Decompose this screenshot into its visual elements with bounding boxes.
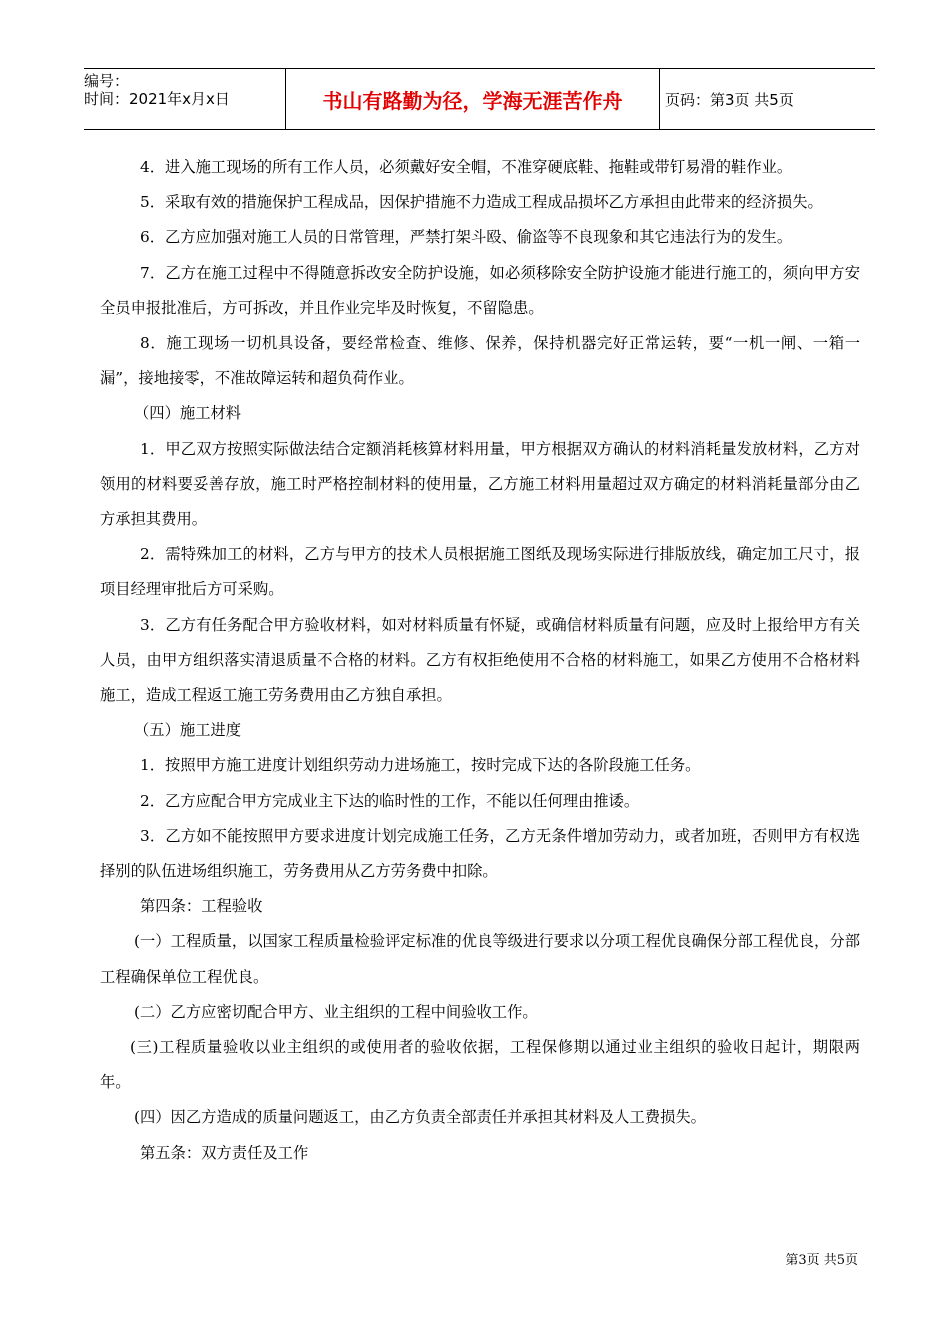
- paragraph: 1．按照甲方施工进度计划组织劳动力进场施工，按时完成下达的各阶段施工任务。: [140, 756, 701, 775]
- section-heading: （五）施工进度: [134, 721, 242, 740]
- document-body: [100, 150, 860, 1171]
- paragraph: 4．进入施工现场的所有工作人员，必须戴好安全帽，不准穿硬底鞋、拖鞋或带钉易滑的鞋作业。: [140, 158, 793, 176]
- document-date: 时间：2021年x月x日: [84, 90, 230, 108]
- paragraph: 7．乙方在施工过程中不得随意拆改安全防护设施，如必须移除安全防护设施才能进行施工的，须向甲方安全员申报批准后，方可拆改，并且作业完毕及时恢复，不留隐患。: [100, 263, 860, 317]
- paragraph: (四）因乙方造成的质量问题返工，由乙方负责全部责任并承担其材料及人工费损失。: [134, 1108, 706, 1127]
- paragraph: 2．需特殊加工的材料，乙方与甲方的技术人员根据施工图纸及现场实际进行排版放线，确定加工尺寸，报项目经理审批后方可采购。: [100, 545, 860, 599]
- paragraph: 5．采取有效的措施保护工程成品，因保护措施不力造成工程成品损坏乙方承担由此带来的经济损失。: [140, 193, 823, 212]
- paragraph: 6．乙方应加强对施工人员的日常管理，严禁打架斗殴、偷盗等不良现象和其它违法行为的发生。: [140, 228, 793, 247]
- paragraph: (二）乙方应密切配合甲方、业主组织的工程中间验收工作。: [134, 1002, 538, 1021]
- page-header: [84, 68, 875, 130]
- page-footer: 第3页 共5页: [785, 1253, 858, 1268]
- paragraph: 8．施工现场一切机具设备，要经常检查、维修、保养，保持机器完好正常运转，要“一机一闸、一箱一漏”，接地接零，不准故障运转和超负荷作业。: [100, 334, 860, 388]
- paragraph: 3．乙方有任务配合甲方验收材料，如对材料质量有怀疑，或确信材料质量有问题，应及时上报给甲方有关人员，由甲方组织落实清退质量不合格的材料。乙方有权拒绝使用不合格的材料施工，如果乙方使用不合格材料施工，造成工程返工施工劳务费用由乙方独自承担。: [100, 615, 860, 705]
- article-heading: 第五条：双方责任及工作: [140, 1143, 309, 1162]
- paragraph: (一）工程质量，以国家工程质量检验评定标准的优良等级进行要求以分项工程优良确保分部工程优良，分部工程确保单位工程优良。: [100, 932, 860, 986]
- header-left-cell: [84, 69, 284, 132]
- paragraph: 2．乙方应配合甲方完成业主下达的临时性的工作，不能以任何理由推诿。: [140, 791, 640, 810]
- header-page-info: 页码：第3页 共5页: [665, 90, 794, 109]
- header-motto-cell: [285, 69, 660, 129]
- section-heading: （四）施工材料: [134, 404, 242, 423]
- header-motto: 书山有路勤为径，学海无涯苦作舟: [322, 88, 623, 113]
- paragraph: (三)工程质量验收以业主组织的或使用者的验收依据，工程保修期以通过业主组织的验收日起计，期限两年。: [100, 1038, 860, 1092]
- document-number-label: 编号：: [84, 72, 130, 90]
- article-heading: 第四条：工程验收: [140, 897, 263, 916]
- paragraph: 3．乙方如不能按照甲方要求进度计划完成施工任务，乙方无条件增加劳动力，或者加班，否则甲方有权选择别的队伍进场组织施工，劳务费用从乙方劳务费中扣除。: [100, 826, 860, 881]
- paragraph: 1．甲乙双方按照实际做法结合定额消耗核算材料用量，甲方根据双方确认的材料消耗量发放材料，乙方对领用的材料要妥善存放，施工时严格控制材料的使用量，乙方施工材料用量超过双方确定的材料消耗量部分由乙方承担其费用。: [100, 439, 860, 529]
